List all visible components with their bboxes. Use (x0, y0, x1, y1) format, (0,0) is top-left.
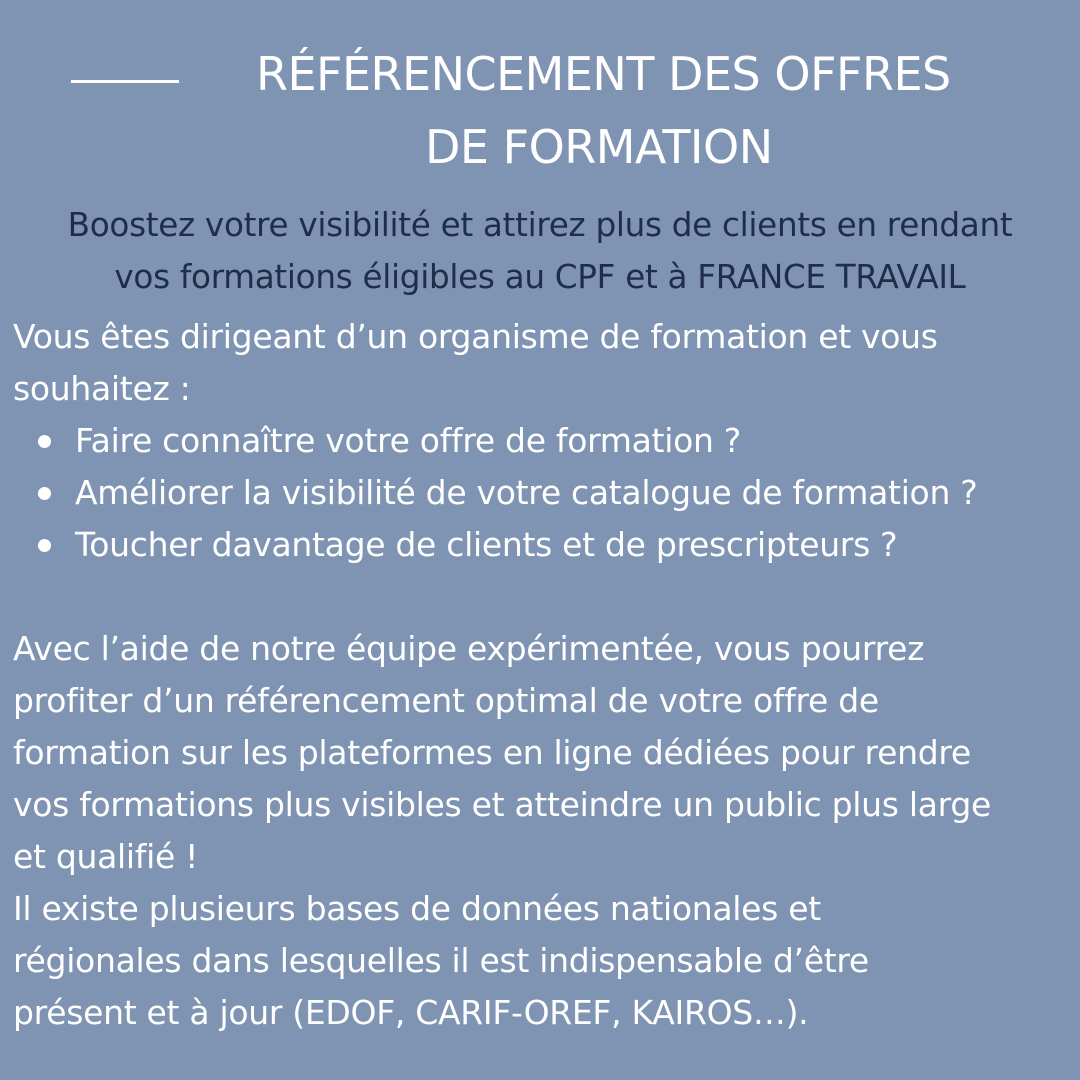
intro-line-1: Vous êtes dirigeant d’un organisme de formation et vous (13, 317, 938, 356)
paragraph-line: vos formations plus visibles et atteindre un public plus large (13, 785, 991, 824)
bullet-list (0, 415, 1080, 571)
subtitle-line-2: vos formations éligibles au CPF et à FRANCE TRAVAIL (114, 258, 966, 296)
paragraph-line: profiter d’un référencement optimal de votre offre de (13, 681, 879, 720)
intro-line-2: souhaitez : (13, 369, 191, 408)
list-item-text: Améliorer la visibilité de votre catalogue de formation ? (75, 473, 978, 512)
paragraph-line: et qualifié ! (13, 837, 199, 876)
list-item (0, 415, 1080, 467)
list-item (0, 519, 1080, 571)
bullet-icon (38, 487, 51, 500)
title-decorative-rule (71, 80, 179, 83)
list-item (0, 467, 1080, 519)
list-item-text: Toucher davantage de clients et de prescripteurs ? (75, 525, 898, 564)
paragraph-line: Il existe plusieurs bases de données nationales et (13, 889, 821, 928)
subtitle-line-1: Boostez votre visibilité et attirez plus de clients en rendant (67, 206, 1013, 244)
page-title-line-2: DE FORMATION (425, 120, 773, 174)
paragraph-line: régionales dans lesquelles il est indispensable d’être (13, 941, 869, 980)
paragraph-line: présent et à jour (EDOF, CARIF-OREF, KAIROS…). (13, 993, 809, 1032)
bullet-icon (38, 435, 51, 448)
bullet-icon (38, 539, 51, 552)
list-item-text: Faire connaître votre offre de formation ? (75, 421, 741, 460)
page-title-line-1: RÉFÉRENCEMENT DES OFFRES (256, 47, 951, 101)
paragraph-line: formation sur les plateformes en ligne dédiées pour rendre (13, 733, 971, 772)
paragraph-line: Avec l’aide de notre équipe expérimentée, vous pourrez (13, 629, 925, 668)
